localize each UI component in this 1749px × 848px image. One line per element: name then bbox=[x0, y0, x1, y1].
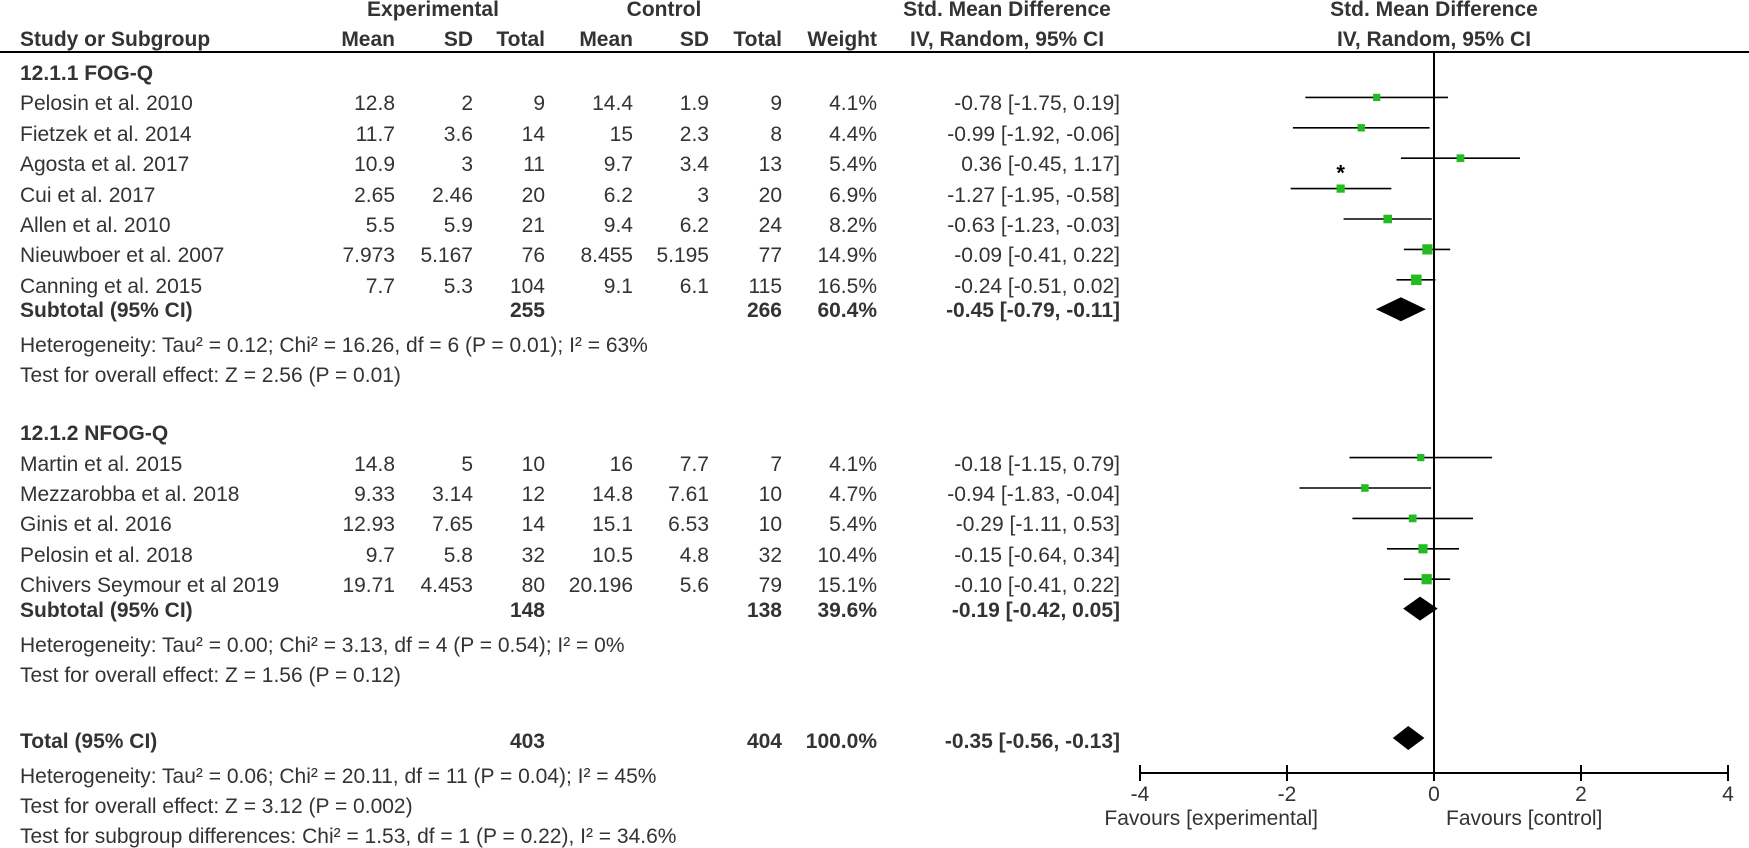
c-total: 10 bbox=[758, 513, 782, 537]
point-estimate-marker bbox=[1411, 275, 1421, 285]
header-c-total: Total bbox=[733, 28, 782, 51]
c-total: 20 bbox=[758, 183, 782, 207]
point-estimate-marker bbox=[1373, 94, 1380, 101]
study-name: Agosta et al. 2017 bbox=[20, 153, 190, 177]
header-plot-method: IV, Random, 95% CI bbox=[1336, 28, 1532, 51]
study-name: Chivers Seymour et al 2019 bbox=[20, 574, 280, 598]
c-total: 77 bbox=[758, 244, 782, 268]
x-tick-label: -4 bbox=[1130, 783, 1150, 806]
c-mean: 10.5 bbox=[592, 543, 633, 567]
e-sd: 7.65 bbox=[432, 513, 473, 537]
e-sd: 2 bbox=[461, 92, 473, 116]
c-sd: 5.6 bbox=[679, 574, 709, 598]
e-mean: 10.9 bbox=[354, 153, 395, 177]
weight: 16.5% bbox=[817, 274, 877, 298]
e-sd: 2.46 bbox=[432, 183, 473, 207]
study-name: Ginis et al. 2016 bbox=[20, 513, 172, 537]
weight: 4.1% bbox=[829, 452, 877, 476]
c-sd: 5.195 bbox=[656, 244, 709, 268]
header-c-mean: Mean bbox=[579, 28, 633, 51]
e-total: 10 bbox=[521, 452, 545, 476]
header-experimental: Experimental bbox=[367, 0, 499, 21]
ci-text: 0.36 [-0.45, 1.17] bbox=[961, 153, 1120, 177]
ci-text: -0.15 [-0.64, 0.34] bbox=[954, 543, 1120, 567]
c-mean: 9.4 bbox=[603, 214, 633, 237]
c-sd: 6.2 bbox=[679, 214, 709, 237]
c-total: 13 bbox=[758, 153, 782, 177]
group-label: 12.1.2 NFOG-Q bbox=[20, 422, 169, 446]
header-control: Control bbox=[626, 0, 702, 21]
c-sd: 2.3 bbox=[679, 122, 709, 146]
subgroup-differences-text: Test for subgroup differences: Chi² = 1.53, df = 1 (P = 0.22), I² = 34.6% bbox=[20, 825, 677, 848]
header-study: Study or Subgroup bbox=[20, 28, 211, 51]
header-c-sd: SD bbox=[679, 28, 709, 51]
c-sd: 6.1 bbox=[679, 274, 709, 298]
subtotal-ci-text: -0.19 [-0.42, 0.05] bbox=[951, 598, 1120, 622]
e-total: 80 bbox=[521, 574, 545, 598]
weight: 4.7% bbox=[829, 483, 877, 506]
weight: 5.4% bbox=[829, 153, 877, 177]
e-total: 104 bbox=[509, 274, 545, 298]
weight: 4.1% bbox=[829, 92, 877, 116]
point-estimate-marker bbox=[1358, 124, 1365, 131]
overall-effect-text: Test for overall effect: Z = 2.56 (P = 0.01) bbox=[20, 364, 401, 388]
subtotal-ci-text: -0.45 [-0.79, -0.11] bbox=[946, 299, 1120, 323]
heterogeneity-text: Heterogeneity: Tau² = 0.12; Chi² = 16.26, df = 6 (P = 0.01); I² = 63% bbox=[20, 334, 648, 358]
header-weight: Weight bbox=[807, 28, 877, 51]
pooled-estimate-diamond bbox=[1403, 597, 1438, 621]
study-name: Mezzarobba et al. 2018 bbox=[20, 483, 240, 506]
c-mean: 9.1 bbox=[603, 274, 633, 298]
pooled-estimate-diamond bbox=[1376, 297, 1426, 321]
weight: 14.9% bbox=[817, 244, 877, 268]
subtotal-c-total: 266 bbox=[746, 299, 782, 323]
x-tick-label: 4 bbox=[1722, 783, 1734, 806]
c-sd: 7.61 bbox=[668, 483, 709, 506]
annotation-asterisk: * bbox=[1336, 160, 1345, 186]
c-mean: 15.1 bbox=[592, 513, 633, 537]
point-estimate-marker bbox=[1409, 515, 1417, 523]
e-sd: 3.6 bbox=[443, 122, 473, 146]
ci-text: -0.63 [-1.23, -0.03] bbox=[947, 214, 1120, 237]
e-total: 76 bbox=[521, 244, 545, 268]
e-sd: 5.167 bbox=[420, 244, 473, 268]
study-name: Pelosin et al. 2010 bbox=[20, 92, 193, 116]
header-e-sd: SD bbox=[443, 28, 473, 51]
total-ci-text: -0.35 [-0.56, -0.13] bbox=[944, 730, 1120, 753]
e-sd: 3.14 bbox=[432, 483, 473, 506]
e-total: 20 bbox=[521, 183, 545, 207]
point-estimate-marker bbox=[1383, 215, 1392, 224]
overall-effect-text: Test for overall effect: Z = 1.56 (P = 0.12) bbox=[20, 663, 401, 687]
favours-control-label: Favours [control] bbox=[1446, 807, 1603, 830]
subtotal-label: Subtotal (95% CI) bbox=[20, 598, 193, 622]
e-total: 21 bbox=[521, 214, 545, 237]
pooled-estimate-diamond bbox=[1393, 726, 1425, 750]
weight: 6.9% bbox=[829, 183, 877, 207]
point-estimate-marker bbox=[1361, 484, 1368, 491]
c-mean: 20.196 bbox=[568, 574, 633, 598]
point-estimate-marker bbox=[1337, 184, 1345, 192]
weight: 4.4% bbox=[829, 122, 877, 146]
c-total: 79 bbox=[758, 574, 782, 598]
c-total: 8 bbox=[770, 122, 782, 146]
e-sd: 5.8 bbox=[443, 543, 473, 567]
c-mean: 14.4 bbox=[592, 92, 633, 116]
subtotal-weight: 39.6% bbox=[817, 598, 877, 622]
x-tick-label: 2 bbox=[1575, 783, 1587, 806]
total-weight: 100.0% bbox=[805, 730, 877, 753]
ci-text: -0.94 [-1.83, -0.04] bbox=[947, 483, 1120, 506]
e-total: 11 bbox=[523, 153, 545, 177]
heterogeneity-text: Heterogeneity: Tau² = 0.00; Chi² = 3.13, df = 4 (P = 0.54); I² = 0% bbox=[20, 633, 625, 657]
weight: 10.4% bbox=[817, 543, 877, 567]
header-smd-title: Std. Mean Difference bbox=[903, 0, 1111, 21]
c-mean: 8.455 bbox=[580, 244, 633, 268]
c-sd: 6.53 bbox=[668, 513, 709, 537]
subtotal-e-total: 148 bbox=[509, 598, 545, 622]
c-total: 24 bbox=[758, 214, 782, 237]
c-total: 7 bbox=[770, 452, 782, 476]
subtotal-label: Subtotal (95% CI) bbox=[20, 299, 193, 323]
c-sd: 4.8 bbox=[679, 543, 709, 567]
c-mean: 16 bbox=[609, 452, 633, 476]
e-total: 9 bbox=[533, 92, 545, 116]
header-e-total: Total bbox=[496, 28, 545, 51]
total-e-total: 403 bbox=[509, 730, 545, 753]
weight: 8.2% bbox=[829, 214, 877, 237]
study-name: Canning et al. 2015 bbox=[20, 274, 203, 298]
study-name: Nieuwboer et al. 2007 bbox=[20, 244, 225, 268]
c-mean: 14.8 bbox=[592, 483, 633, 506]
point-estimate-marker bbox=[1418, 544, 1427, 553]
e-mean: 12.93 bbox=[342, 513, 395, 537]
ci-text: -0.29 [-1.11, 0.53] bbox=[955, 513, 1120, 537]
e-mean: 7.7 bbox=[365, 274, 395, 298]
ci-text: -0.10 [-0.41, 0.22] bbox=[954, 574, 1120, 598]
point-estimate-marker bbox=[1457, 154, 1465, 162]
subtotal-e-total: 255 bbox=[509, 299, 545, 323]
study-name: Martin et al. 2015 bbox=[20, 452, 183, 476]
c-mean: 6.2 bbox=[603, 183, 633, 207]
c-total: 32 bbox=[758, 543, 782, 567]
e-mean: 11.7 bbox=[355, 122, 395, 146]
total-label: Total (95% CI) bbox=[20, 730, 158, 753]
group-label: 12.1.1 FOG-Q bbox=[20, 62, 154, 85]
point-estimate-marker bbox=[1422, 574, 1432, 584]
study-name: Cui et al. 2017 bbox=[20, 183, 156, 207]
e-mean: 12.8 bbox=[354, 92, 395, 116]
ci-text: -0.24 [-0.51, 0.02] bbox=[954, 274, 1120, 298]
study-name: Pelosin et al. 2018 bbox=[20, 543, 193, 567]
c-sd: 3.4 bbox=[679, 153, 709, 177]
favours-experimental-label: Favours [experimental] bbox=[1104, 807, 1318, 830]
ci-text: -0.09 [-0.41, 0.22] bbox=[954, 244, 1120, 268]
point-estimate-marker bbox=[1422, 244, 1432, 254]
subtotal-c-total: 138 bbox=[746, 598, 782, 622]
weight: 15.1% bbox=[817, 574, 877, 598]
e-total: 32 bbox=[521, 543, 545, 567]
ci-text: -0.99 [-1.92, -0.06] bbox=[947, 122, 1120, 146]
e-sd: 5.9 bbox=[443, 214, 473, 237]
c-sd: 1.9 bbox=[679, 92, 709, 116]
e-mean: 9.7 bbox=[365, 543, 395, 567]
e-sd: 4.453 bbox=[420, 574, 473, 598]
total-c-total: 404 bbox=[746, 730, 782, 753]
e-sd: 5.3 bbox=[443, 274, 473, 298]
subtotal-weight: 60.4% bbox=[817, 299, 877, 323]
c-total: 10 bbox=[758, 483, 782, 506]
ci-text: -0.18 [-1.15, 0.79] bbox=[954, 452, 1120, 476]
total-heterogeneity-text: Heterogeneity: Tau² = 0.06; Chi² = 20.11, df = 11 (P = 0.04); I² = 45% bbox=[20, 765, 657, 788]
c-total: 115 bbox=[748, 274, 782, 298]
header-smd-method: IV, Random, 95% CI bbox=[909, 28, 1105, 51]
e-sd: 3 bbox=[461, 153, 473, 177]
e-mean: 7.973 bbox=[342, 244, 395, 268]
x-tick-label: 0 bbox=[1428, 783, 1440, 806]
header-plot-title: Std. Mean Difference bbox=[1330, 0, 1538, 21]
point-estimate-marker bbox=[1417, 454, 1424, 461]
e-mean: 5.5 bbox=[365, 214, 395, 237]
c-sd: 7.7 bbox=[679, 452, 709, 476]
e-mean: 2.65 bbox=[354, 183, 395, 207]
c-mean: 15 bbox=[609, 122, 633, 146]
weight: 5.4% bbox=[829, 513, 877, 537]
e-total: 14 bbox=[521, 513, 545, 537]
c-mean: 9.7 bbox=[603, 153, 633, 177]
c-total: 9 bbox=[770, 92, 782, 116]
total-overall-effect-text: Test for overall effect: Z = 3.12 (P = 0.002) bbox=[20, 795, 413, 818]
e-mean: 9.33 bbox=[354, 483, 395, 506]
study-name: Allen et al. 2010 bbox=[20, 214, 171, 237]
study-name: Fietzek et al. 2014 bbox=[20, 122, 192, 146]
e-mean: 19.71 bbox=[342, 574, 395, 598]
ci-text: -1.27 [-1.95, -0.58] bbox=[947, 183, 1120, 207]
e-mean: 14.8 bbox=[354, 452, 395, 476]
e-total: 14 bbox=[521, 122, 545, 146]
c-sd: 3 bbox=[697, 183, 709, 207]
e-total: 12 bbox=[521, 483, 545, 506]
e-sd: 5 bbox=[461, 452, 473, 476]
x-tick-label: -2 bbox=[1277, 783, 1297, 806]
ci-text: -0.78 [-1.75, 0.19] bbox=[954, 92, 1120, 116]
header-e-mean: Mean bbox=[341, 28, 395, 51]
